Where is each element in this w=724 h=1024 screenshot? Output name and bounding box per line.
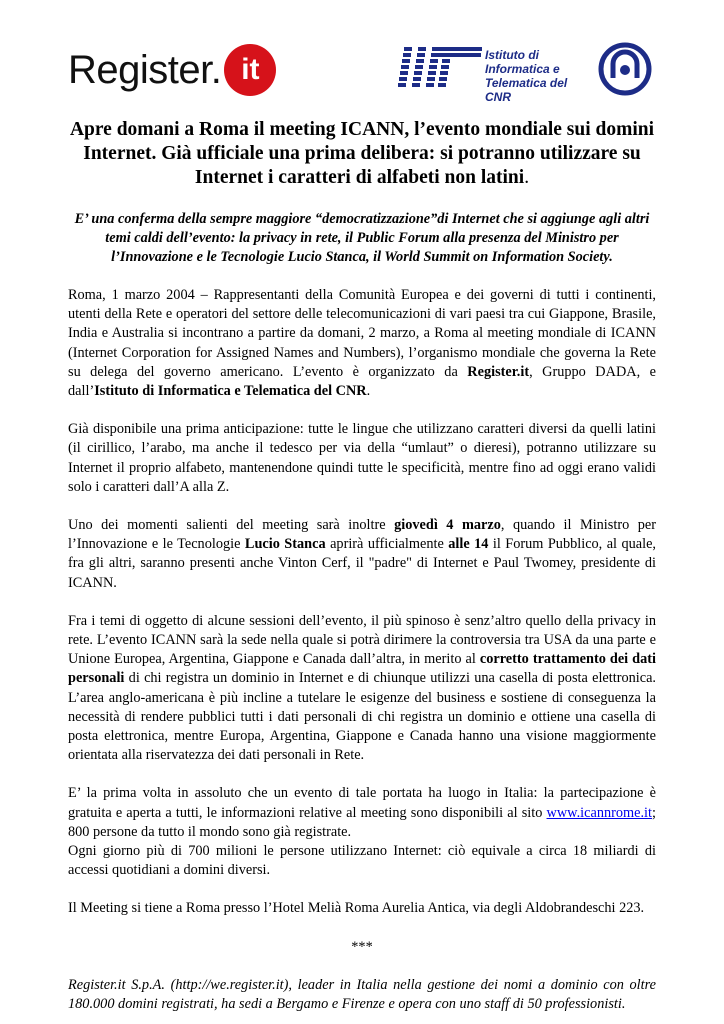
paragraph-3 <box>68 516 656 593</box>
separator: *** <box>351 938 373 955</box>
p3-text: il Forum Pubblico, al quale, fra gli altri, saranno presenti anche Vinton Cerf, il "padre" di Internet e Paul Twomey, presidente di ICANN. <box>68 536 657 591</box>
p4-text: di chi registra un dominio in Internet e di chiunque utilizzi una casella di posta elettronica. L’area anglo-americana è più incline a tutelare le esigenze del business e sostiene di conseguenza la necessità di rendere pubblici tutti i dati personali di chi registra un dominio e ottiene una casella di posta elettronica, mentre Europa, Argentina, Giappone e Canada hanno una visione maggiormente orientata alla riservatezza dei dati personali in Rete. <box>68 670 656 764</box>
p5-text: ; 800 persone da tutto il mondo sono già registrate. <box>68 804 656 840</box>
paragraph-6: Il Meeting si tiene a Roma presso l’Hotel Melià Roma Aurelia Antica, via degli Aldobrandeschi 223. <box>68 900 645 917</box>
p3-text: Uno dei momenti salienti del meeting sarà inoltre <box>68 517 395 534</box>
paragraph-4 <box>68 612 656 766</box>
lead-paragraph: E’ una conferma della sempre maggiore “democratizzazione”di Internet che si aggiunge agli altri temi caldi dell’evento: la privacy in rete, il Public Forum alla presenza del Ministro per l’Innovazione e le Tecnologie Lucio Stanca, il World Summit on Information Society. <box>74 211 650 265</box>
minister-bold: Lucio Stanca <box>244 536 326 553</box>
register-it-logo <box>68 45 276 95</box>
paragraph-2: Già disponibile una prima anticipazione: tutte le lingue che utilizzano caratteri diversi da quelli latini (il cirillico, l’arabo, ma anche il tedesco per via della “umlaut” o dieresi), potranno utilizzare su Internet il proprio alfabeto, mantenendone quindi tutte le specificità, mentre fino ad oggi erano validi solo i caratteri dall’A alla Z. <box>68 421 656 495</box>
company-footer: Register.it S.p.A. (http://we.register.it), leader in Italia nella gestione dei nomi a dominio con oltre 180.000 domini registrati, ha sedi a Bergamo e Firenze e opera con uno staff di 50 professionisti. <box>68 976 656 1012</box>
p3-text: aprirà ufficialmente <box>325 536 449 553</box>
paragraph-1 <box>68 286 656 401</box>
press-release <box>68 118 656 1014</box>
headline-text: Apre domani a Roma il meeting ICANN, l’evento mondiale sui domini Internet. Già ufficiale una prima delibera: si potranno utilizzare su Internet i caratteri di alfabeti non latini <box>69 119 655 188</box>
paragraph-5 <box>68 784 656 842</box>
headline <box>68 118 656 190</box>
paragraph-5b: Ogni giorno più di 700 milioni le persone utilizzano Internet: ciò equivale a circa 18 miliardi di accessi quotidiani a domini diversi. <box>68 843 656 879</box>
iit-logo-line: Istituto di <box>485 48 539 62</box>
iit-logo-text <box>485 48 586 104</box>
register-it-bold: Register.it <box>467 363 530 380</box>
data-treatment-bold: corretto trattamento dei dati personali <box>68 651 656 687</box>
iit-logo-line: Informatica e <box>485 62 560 76</box>
iit-logo-mark-icon <box>398 45 484 97</box>
p4-text: Fra i temi di oggetto di alcune sessioni dell’evento, il più spinoso è senz’altro quello della privacy in rete. L’evento ICANN sarà la sede nella quale si potrà dirimere la controversia tra USA da una parte e Unione Europea, Argentina, Giappone e Canada dall’altra, in merito al <box>68 612 656 668</box>
date-bold: giovedì 4 marzo <box>394 517 501 534</box>
register-logo-circle: it <box>224 44 276 96</box>
register-logo-text: Register. <box>68 48 222 92</box>
p3-text: , quando il Ministro per l’Innovazione e le Tecnologie <box>68 517 656 553</box>
icannrome-link[interactable]: www.icannrome.it <box>546 804 653 821</box>
time-bold: alle 14 <box>448 536 489 553</box>
headline-period: . <box>524 167 530 188</box>
logo-header <box>0 0 724 115</box>
p1-text: , Gruppo DADA, e dall’ <box>68 363 656 400</box>
iit-cnr-logo <box>398 45 586 104</box>
p1-text: . <box>366 383 371 400</box>
cnr-logo-icon <box>598 42 652 96</box>
iit-cnr-bold: Istituto di Informatica e Telematica del CNR <box>94 383 367 400</box>
iit-logo-line: Telematica del CNR <box>485 76 568 104</box>
p5-text: E’ la prima volta in assoluto che un evento di tale portata ha luogo in Italia: la partecipazione è gratuita e aperta a tutti, le informazioni relative al meeting sono disponibili al sito <box>68 785 656 821</box>
p1-text: Roma, 1 marzo 2004 – Rappresentanti della Comunità Europea e dei governi di tutti i continenti, utenti della Rete e operatori del settore delle telecomunicazioni di vari paesi tra cui Giappone, Brasile, India e Australia si incontrano a partire da domani, 2 marzo, a Roma al meeting mondiale di ICANN (Internet Corporation for Assigned Names and Numbers), l’organismo mondiale che governa la Rete su delega del governo americano. L’evento è organizzato da <box>68 287 656 380</box>
